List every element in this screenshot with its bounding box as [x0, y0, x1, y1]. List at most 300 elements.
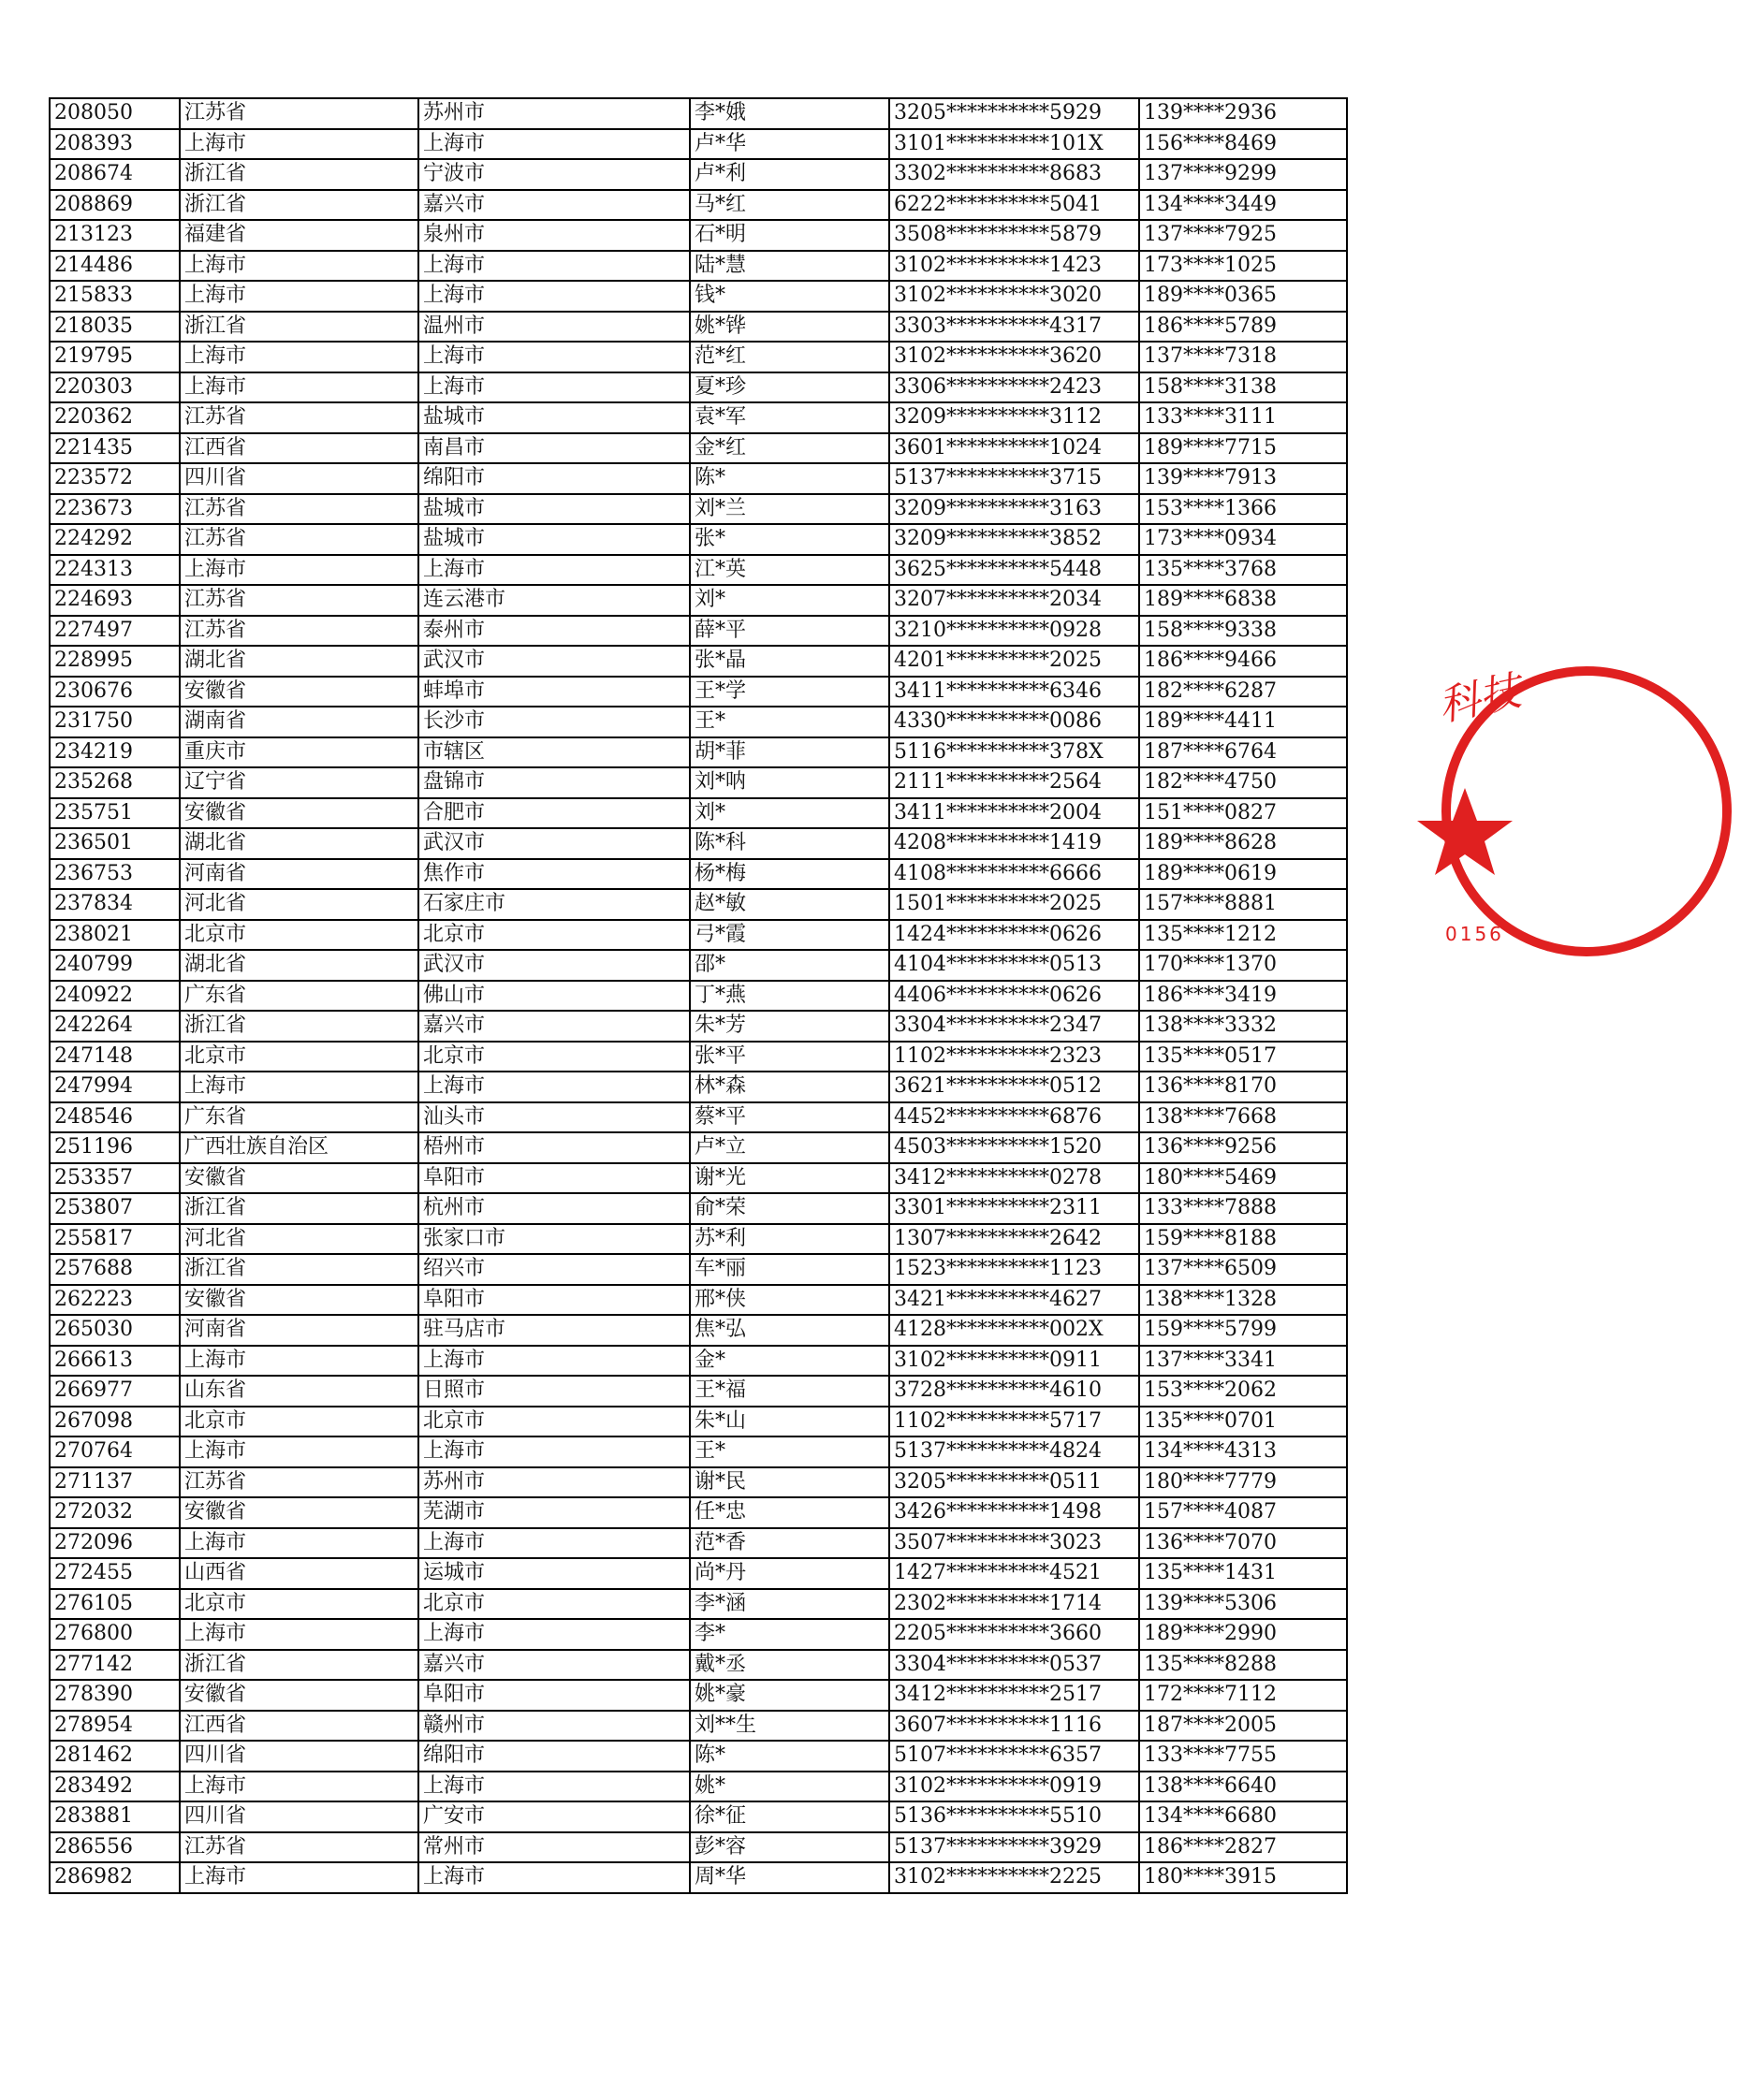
city-cell: 日照市 [418, 1376, 690, 1407]
province-cell: 上海市 [180, 342, 418, 372]
phone-cell: 158****9338 [1139, 616, 1347, 647]
table-row [50, 1497, 1347, 1528]
id-number-cell: 3412**********2517 [889, 1680, 1139, 1711]
province-cell: 江西省 [180, 433, 418, 464]
table-row [50, 1711, 1347, 1742]
id-cell: 267098 [50, 1407, 180, 1437]
table-row [50, 646, 1347, 677]
name-cell: 谢*光 [690, 1163, 889, 1194]
name-cell: 李* [690, 1619, 889, 1650]
name-cell: 杨*梅 [690, 859, 889, 890]
table-row [50, 159, 1347, 190]
id-number-cell: 1501**********2025 [889, 889, 1139, 920]
name-cell: 姚* [690, 1772, 889, 1802]
id-cell: 247994 [50, 1072, 180, 1102]
province-cell: 江西省 [180, 1711, 418, 1742]
id-number-cell: 3607**********1116 [889, 1711, 1139, 1742]
name-cell: 陈* [690, 463, 889, 494]
table-row [50, 1254, 1347, 1285]
table-row [50, 828, 1347, 859]
id-cell: 253807 [50, 1193, 180, 1224]
province-cell: 浙江省 [180, 1011, 418, 1042]
city-cell: 盐城市 [418, 402, 690, 433]
phone-cell: 136****8170 [1139, 1072, 1347, 1102]
phone-cell: 158****3138 [1139, 372, 1347, 403]
table-row [50, 1407, 1347, 1437]
phone-cell: 139****5306 [1139, 1589, 1347, 1620]
phone-cell: 157****4087 [1139, 1497, 1347, 1528]
city-cell: 上海市 [418, 1772, 690, 1802]
city-cell: 上海市 [418, 1862, 690, 1893]
table-row [50, 1741, 1347, 1772]
id-cell: 257688 [50, 1254, 180, 1285]
table-row [50, 798, 1347, 829]
id-number-cell: 3508**********5879 [889, 220, 1139, 251]
id-number-cell: 3209**********3163 [889, 494, 1139, 525]
table-row [50, 950, 1347, 981]
table-row [50, 767, 1347, 798]
name-cell: 王* [690, 707, 889, 737]
city-cell: 北京市 [418, 920, 690, 951]
province-cell: 北京市 [180, 1042, 418, 1072]
name-cell: 袁*军 [690, 402, 889, 433]
province-cell: 山东省 [180, 1376, 418, 1407]
id-cell: 228995 [50, 646, 180, 677]
phone-cell: 139****7913 [1139, 463, 1347, 494]
province-cell: 上海市 [180, 281, 418, 312]
phone-cell: 135****8288 [1139, 1650, 1347, 1681]
name-cell: 刘*呐 [690, 767, 889, 798]
city-cell: 上海市 [418, 372, 690, 403]
province-cell: 上海市 [180, 1772, 418, 1802]
id-cell: 238021 [50, 920, 180, 951]
id-cell: 266977 [50, 1376, 180, 1407]
phone-cell: 138****7668 [1139, 1102, 1347, 1133]
id-number-cell: 3102**********2225 [889, 1862, 1139, 1893]
phone-cell: 189****7715 [1139, 433, 1347, 464]
phone-cell: 138****6640 [1139, 1772, 1347, 1802]
phone-cell: 135****0701 [1139, 1407, 1347, 1437]
table-row [50, 616, 1347, 647]
province-cell: 福建省 [180, 220, 418, 251]
phone-cell: 186****3419 [1139, 981, 1347, 1012]
table-row [50, 889, 1347, 920]
table-row [50, 129, 1347, 160]
phone-cell: 138****1328 [1139, 1285, 1347, 1316]
id-number-cell: 3102**********3020 [889, 281, 1139, 312]
id-number-cell: 3102**********0911 [889, 1346, 1139, 1377]
stamp-text-top: 科技 [1434, 666, 1526, 731]
table-row [50, 859, 1347, 890]
id-number-cell: 3102**********0919 [889, 1772, 1139, 1802]
id-number-cell: 1427**********4521 [889, 1558, 1139, 1589]
province-cell: 江苏省 [180, 1832, 418, 1863]
province-cell: 广东省 [180, 1102, 418, 1133]
id-number-cell: 3411**********6346 [889, 677, 1139, 707]
province-cell: 上海市 [180, 1436, 418, 1467]
id-number-cell: 3411**********2004 [889, 798, 1139, 829]
phone-cell: 134****4313 [1139, 1436, 1347, 1467]
city-cell: 宁波市 [418, 159, 690, 190]
phone-cell: 173****1025 [1139, 251, 1347, 282]
phone-cell: 180****7779 [1139, 1467, 1347, 1498]
province-cell: 浙江省 [180, 1193, 418, 1224]
phone-cell: 137****3341 [1139, 1346, 1347, 1377]
id-cell: 227497 [50, 616, 180, 647]
name-cell: 谢*民 [690, 1467, 889, 1498]
city-cell: 盘锦市 [418, 767, 690, 798]
table-row [50, 1558, 1347, 1589]
phone-cell: 173****0934 [1139, 524, 1347, 555]
table-row [50, 1072, 1347, 1102]
name-cell: 卢*立 [690, 1132, 889, 1163]
id-cell: 221435 [50, 433, 180, 464]
id-number-cell: 3302**********8683 [889, 159, 1139, 190]
city-cell: 盐城市 [418, 524, 690, 555]
city-cell: 阜阳市 [418, 1163, 690, 1194]
id-cell: 236753 [50, 859, 180, 890]
city-cell: 焦作市 [418, 859, 690, 890]
id-cell: 270764 [50, 1436, 180, 1467]
id-cell: 271137 [50, 1467, 180, 1498]
name-cell: 任*忠 [690, 1497, 889, 1528]
id-number-cell: 3728**********4610 [889, 1376, 1139, 1407]
id-number-cell: 3101**********101X [889, 129, 1139, 160]
id-cell: 220362 [50, 402, 180, 433]
phone-cell: 157****8881 [1139, 889, 1347, 920]
phone-cell: 135****1431 [1139, 1558, 1347, 1589]
table-row [50, 981, 1347, 1012]
id-number-cell: 3303**********4317 [889, 312, 1139, 343]
id-cell: 278954 [50, 1711, 180, 1742]
id-cell: 277142 [50, 1650, 180, 1681]
id-number-cell: 4104**********0513 [889, 950, 1139, 981]
table-row [50, 1832, 1347, 1863]
province-cell: 河南省 [180, 1315, 418, 1346]
table-row [50, 463, 1347, 494]
province-cell: 浙江省 [180, 312, 418, 343]
id-cell: 272455 [50, 1558, 180, 1589]
province-cell: 江苏省 [180, 524, 418, 555]
stamp-text-bottom: 0156 [1445, 923, 1504, 945]
city-cell: 泉州市 [418, 220, 690, 251]
id-cell: 224292 [50, 524, 180, 555]
table-row [50, 494, 1347, 525]
id-number-cell: 5137**********3715 [889, 463, 1139, 494]
phone-cell: 135****3768 [1139, 555, 1347, 586]
id-cell: 272032 [50, 1497, 180, 1528]
phone-cell: 189****6838 [1139, 585, 1347, 616]
city-cell: 嘉兴市 [418, 190, 690, 221]
province-cell: 安徽省 [180, 1680, 418, 1711]
province-cell: 上海市 [180, 1862, 418, 1893]
city-cell: 蚌埠市 [418, 677, 690, 707]
id-cell: 283881 [50, 1801, 180, 1832]
id-cell: 234219 [50, 737, 180, 768]
province-cell: 安徽省 [180, 1497, 418, 1528]
province-cell: 江苏省 [180, 494, 418, 525]
phone-cell: 135****1212 [1139, 920, 1347, 951]
table-row [50, 1346, 1347, 1377]
table-row [50, 1042, 1347, 1072]
name-cell: 朱*山 [690, 1407, 889, 1437]
name-cell: 钱* [690, 281, 889, 312]
phone-cell: 159****5799 [1139, 1315, 1347, 1346]
phone-cell: 153****2062 [1139, 1376, 1347, 1407]
table-row [50, 524, 1347, 555]
province-cell: 广西壮族自治区 [180, 1132, 418, 1163]
id-cell: 278390 [50, 1680, 180, 1711]
city-cell: 嘉兴市 [418, 1011, 690, 1042]
province-cell: 上海市 [180, 372, 418, 403]
stamp-star-icon [1417, 788, 1513, 875]
city-cell: 上海市 [418, 342, 690, 372]
name-cell: 范*香 [690, 1528, 889, 1559]
city-cell: 绵阳市 [418, 1741, 690, 1772]
name-cell: 俞*荣 [690, 1193, 889, 1224]
id-number-cell: 3601**********1024 [889, 433, 1139, 464]
table-row [50, 1132, 1347, 1163]
province-cell: 四川省 [180, 463, 418, 494]
id-number-cell: 2302**********1714 [889, 1589, 1139, 1620]
table-row [50, 1772, 1347, 1802]
id-number-cell: 3304**********0537 [889, 1650, 1139, 1681]
province-cell: 江苏省 [180, 98, 418, 129]
province-cell: 上海市 [180, 1619, 418, 1650]
province-cell: 上海市 [180, 1346, 418, 1377]
phone-cell: 135****0517 [1139, 1042, 1347, 1072]
id-cell: 265030 [50, 1315, 180, 1346]
name-cell: 陈* [690, 1741, 889, 1772]
id-cell: 208869 [50, 190, 180, 221]
phone-cell: 189****2990 [1139, 1619, 1347, 1650]
table-row [50, 1436, 1347, 1467]
phone-cell: 136****7070 [1139, 1528, 1347, 1559]
id-number-cell: 5136**********5510 [889, 1801, 1139, 1832]
name-cell: 薛*平 [690, 616, 889, 647]
city-cell: 武汉市 [418, 828, 690, 859]
city-cell: 阜阳市 [418, 1680, 690, 1711]
city-cell: 上海市 [418, 1436, 690, 1467]
id-number-cell: 4108**********6666 [889, 859, 1139, 890]
phone-cell: 133****7888 [1139, 1193, 1347, 1224]
phone-cell: 182****4750 [1139, 767, 1347, 798]
id-number-cell: 3625**********5448 [889, 555, 1139, 586]
city-cell: 绍兴市 [418, 1254, 690, 1285]
id-number-cell: 3301**********2311 [889, 1193, 1139, 1224]
province-cell: 上海市 [180, 251, 418, 282]
id-cell: 286982 [50, 1862, 180, 1893]
phone-cell: 137****7925 [1139, 220, 1347, 251]
name-cell: 张*平 [690, 1042, 889, 1072]
phone-cell: 134****3449 [1139, 190, 1347, 221]
phone-cell: 186****9466 [1139, 646, 1347, 677]
table-row [50, 342, 1347, 372]
id-number-cell: 3209**********3852 [889, 524, 1139, 555]
name-cell: 车*丽 [690, 1254, 889, 1285]
province-cell: 安徽省 [180, 798, 418, 829]
province-cell: 湖南省 [180, 707, 418, 737]
city-cell: 苏州市 [418, 1467, 690, 1498]
id-cell: 272096 [50, 1528, 180, 1559]
id-number-cell: 5137**********3929 [889, 1832, 1139, 1863]
province-cell: 安徽省 [180, 1285, 418, 1316]
province-cell: 河北省 [180, 1224, 418, 1255]
city-cell: 上海市 [418, 555, 690, 586]
id-cell: 214486 [50, 251, 180, 282]
phone-cell: 189****8628 [1139, 828, 1347, 859]
province-cell: 安徽省 [180, 1163, 418, 1194]
name-cell: 周*华 [690, 1862, 889, 1893]
id-number-cell: 5116**********378X [889, 737, 1139, 768]
name-cell: 苏*利 [690, 1224, 889, 1255]
table-row [50, 1528, 1347, 1559]
name-cell: 马*红 [690, 190, 889, 221]
id-cell: 208393 [50, 129, 180, 160]
name-cell: 范*红 [690, 342, 889, 372]
province-cell: 浙江省 [180, 1254, 418, 1285]
id-number-cell: 3306**********2423 [889, 372, 1139, 403]
city-cell: 汕头市 [418, 1102, 690, 1133]
city-cell: 绵阳市 [418, 463, 690, 494]
city-cell: 石家庄市 [418, 889, 690, 920]
name-cell: 朱*芳 [690, 1011, 889, 1042]
city-cell: 武汉市 [418, 950, 690, 981]
id-cell: 240799 [50, 950, 180, 981]
city-cell: 驻马店市 [418, 1315, 690, 1346]
id-cell: 281462 [50, 1741, 180, 1772]
phone-cell: 153****1366 [1139, 494, 1347, 525]
name-cell: 刘* [690, 585, 889, 616]
province-cell: 浙江省 [180, 190, 418, 221]
phone-cell: 138****3332 [1139, 1011, 1347, 1042]
id-cell: 251196 [50, 1132, 180, 1163]
id-cell: 208050 [50, 98, 180, 129]
name-cell: 刘**生 [690, 1711, 889, 1742]
province-cell: 湖北省 [180, 646, 418, 677]
id-cell: 219795 [50, 342, 180, 372]
id-cell: 230676 [50, 677, 180, 707]
name-cell: 卢*华 [690, 129, 889, 160]
table-row [50, 1376, 1347, 1407]
id-cell: 236501 [50, 828, 180, 859]
city-cell: 上海市 [418, 129, 690, 160]
province-cell: 北京市 [180, 1589, 418, 1620]
name-cell: 胡*菲 [690, 737, 889, 768]
id-number-cell: 4128**********002X [889, 1315, 1139, 1346]
id-number-cell: 3621**********0512 [889, 1072, 1139, 1102]
name-cell: 陆*慧 [690, 251, 889, 282]
id-cell: 240922 [50, 981, 180, 1012]
city-cell: 赣州市 [418, 1711, 690, 1742]
id-cell: 215833 [50, 281, 180, 312]
city-cell: 芜湖市 [418, 1497, 690, 1528]
phone-cell: 156****8469 [1139, 129, 1347, 160]
id-number-cell: 3421**********4627 [889, 1285, 1139, 1316]
id-cell: 223673 [50, 494, 180, 525]
city-cell: 上海市 [418, 281, 690, 312]
table-row [50, 1224, 1347, 1255]
name-cell: 赵*敏 [690, 889, 889, 920]
phone-cell: 137****6509 [1139, 1254, 1347, 1285]
name-cell: 姚*豪 [690, 1680, 889, 1711]
table-row [50, 1467, 1347, 1498]
city-cell: 上海市 [418, 251, 690, 282]
city-cell: 梧州市 [418, 1132, 690, 1163]
id-number-cell: 4330**********0086 [889, 707, 1139, 737]
red-seal-stamp [1432, 657, 1741, 966]
id-number-cell: 3205**********5929 [889, 98, 1139, 129]
name-cell: 石*明 [690, 220, 889, 251]
city-cell: 武汉市 [418, 646, 690, 677]
city-cell: 北京市 [418, 1589, 690, 1620]
table-row [50, 98, 1347, 129]
name-cell: 蔡*平 [690, 1102, 889, 1133]
name-cell: 尚*丹 [690, 1558, 889, 1589]
table-row [50, 555, 1347, 586]
id-cell: 255817 [50, 1224, 180, 1255]
phone-cell: 189****4411 [1139, 707, 1347, 737]
id-cell: 248546 [50, 1102, 180, 1133]
city-cell: 上海市 [418, 1346, 690, 1377]
phone-cell: 136****9256 [1139, 1132, 1347, 1163]
id-number-cell: 6222**********5041 [889, 190, 1139, 221]
table-row [50, 1589, 1347, 1620]
city-cell: 杭州市 [418, 1193, 690, 1224]
id-number-cell: 3304**********2347 [889, 1011, 1139, 1042]
city-cell: 南昌市 [418, 433, 690, 464]
province-cell: 湖北省 [180, 828, 418, 859]
province-cell: 上海市 [180, 1072, 418, 1102]
id-number-cell: 1102**********5717 [889, 1407, 1139, 1437]
table-row [50, 1650, 1347, 1681]
table-row [50, 1680, 1347, 1711]
name-cell: 张* [690, 524, 889, 555]
name-cell: 弓*霞 [690, 920, 889, 951]
name-cell: 焦*弘 [690, 1315, 889, 1346]
table-row [50, 1801, 1347, 1832]
city-cell: 嘉兴市 [418, 1650, 690, 1681]
city-cell: 连云港市 [418, 585, 690, 616]
phone-cell: 180****3915 [1139, 1862, 1347, 1893]
province-cell: 湖北省 [180, 950, 418, 981]
table-row [50, 251, 1347, 282]
id-number-cell: 3209**********3112 [889, 402, 1139, 433]
city-cell: 上海市 [418, 1619, 690, 1650]
id-number-cell: 1307**********2642 [889, 1224, 1139, 1255]
id-number-cell: 1102**********2323 [889, 1042, 1139, 1072]
table-row [50, 1619, 1347, 1650]
phone-cell: 182****6287 [1139, 677, 1347, 707]
province-cell: 浙江省 [180, 159, 418, 190]
id-cell: 286556 [50, 1832, 180, 1863]
province-cell: 辽宁省 [180, 767, 418, 798]
id-cell: 237834 [50, 889, 180, 920]
phone-cell: 172****7112 [1139, 1680, 1347, 1711]
city-cell: 阜阳市 [418, 1285, 690, 1316]
id-cell: 220303 [50, 372, 180, 403]
city-cell: 北京市 [418, 1407, 690, 1437]
id-number-cell: 4208**********1419 [889, 828, 1139, 859]
province-cell: 江苏省 [180, 402, 418, 433]
id-number-cell: 3507**********3023 [889, 1528, 1139, 1559]
city-cell: 上海市 [418, 1528, 690, 1559]
name-cell: 王*学 [690, 677, 889, 707]
id-cell: 247148 [50, 1042, 180, 1072]
name-cell: 徐*征 [690, 1801, 889, 1832]
name-cell: 陈*科 [690, 828, 889, 859]
table-row [50, 220, 1347, 251]
